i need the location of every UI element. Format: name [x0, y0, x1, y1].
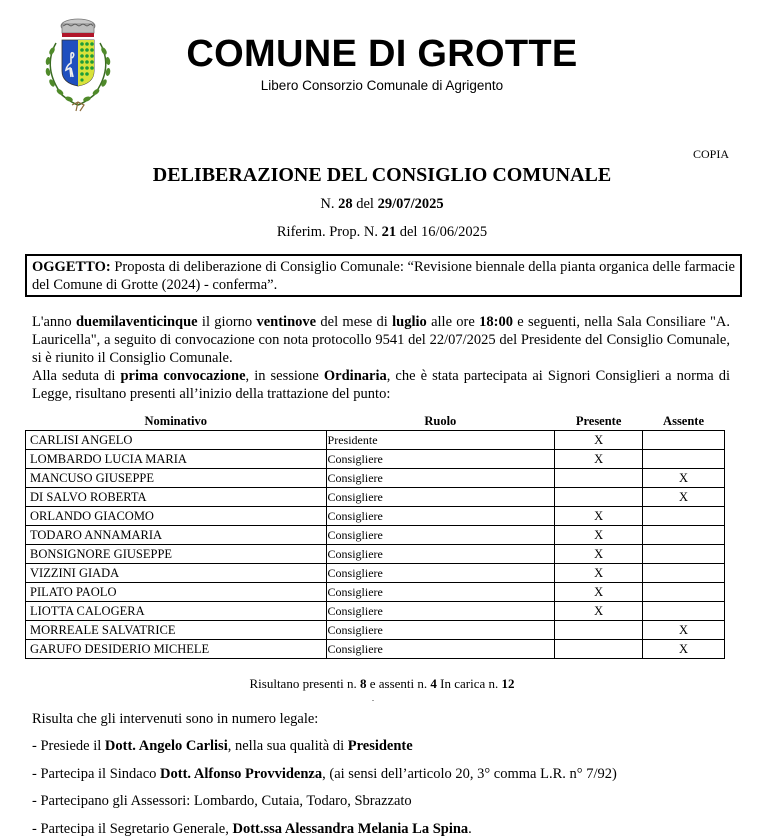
cell-ruolo: Consigliere — [326, 450, 555, 469]
cell-assente — [643, 564, 725, 583]
col-header-presente: Presente — [575, 413, 622, 428]
cell-nominativo: MORREALE SALVATRICE — [26, 621, 327, 640]
attendance-header-row — [26, 412, 725, 431]
cell-assente: X — [643, 621, 725, 640]
assessors-line — [32, 792, 412, 810]
summary-assenti: 4 — [430, 676, 437, 691]
table-row — [26, 545, 725, 564]
table-row — [26, 431, 725, 450]
cell-assente — [643, 507, 725, 526]
cell-assente: X — [643, 469, 725, 488]
table-row — [26, 526, 725, 545]
secretary-line — [32, 820, 472, 838]
cell-nominativo: LOMBARDO LUCIA MARIA — [26, 450, 327, 469]
table-row — [26, 564, 725, 583]
cell-ruolo: Consigliere — [326, 621, 555, 640]
bold-text-run: duemilaventicinque — [75, 314, 198, 330]
reference-proposal-line — [0, 224, 764, 241]
table-row — [26, 583, 725, 602]
bold-text-run: Dott.ssa Alessandra Melania La Spina — [232, 821, 469, 837]
cell-assente — [643, 545, 725, 564]
cell-presente — [555, 621, 643, 640]
cell-ruolo: Consigliere — [326, 526, 555, 545]
cell-nominativo: VIZZINI GIADA — [26, 564, 327, 583]
cell-presente: X — [555, 431, 643, 450]
table-row — [26, 640, 725, 659]
municipality-subtitle: Libero Consorzio Comunale di Agrigento — [260, 78, 504, 93]
summary-pre: Risultano presenti n. — [249, 676, 360, 691]
cell-presente: X — [555, 564, 643, 583]
bold-text-run: Ordinaria — [323, 368, 387, 384]
cell-assente: X — [643, 488, 725, 507]
bold-text-run: ventinove — [256, 314, 317, 330]
cell-nominativo: ORLANDO GIACOMO — [26, 507, 327, 526]
cell-assente — [643, 583, 725, 602]
table-row — [26, 602, 725, 621]
col-header-assente: Assente — [663, 413, 705, 428]
text-run: - Partecipa il Sindaco — [32, 766, 161, 782]
cell-presente: X — [555, 583, 643, 602]
text-run: . — [468, 821, 472, 837]
cell-ruolo: Consigliere — [326, 488, 555, 507]
table-row — [26, 507, 725, 526]
text-run: , nella sua qualità di — [227, 738, 348, 754]
subject-text: Proposta di deliberazione di Consiglio Comunale: “Revisione biennale della pianta organica delle farmacie del Comune di Grotte (2024) - conferma”. — [32, 259, 735, 293]
cell-ruolo: Consigliere — [326, 469, 555, 488]
text-run: Risulta che gli intervenuti sono in numero legale: — [32, 711, 319, 727]
deliberation-date: 29/07/2025 — [377, 196, 444, 212]
cell-presente: X — [555, 545, 643, 564]
text-run: del mese di — [316, 314, 393, 330]
title-text: COMUNE DI GROTTE — [186, 33, 578, 75]
rif-suffix: del 16/06/2025 — [396, 224, 488, 240]
table-row — [26, 469, 725, 488]
attendance-table — [25, 412, 725, 659]
text-run: e seguenti, nella Sala Consiliare "A. Lauricella", a seguito di convocazione con nota protocollo 9541 del 22/07/2025 del Presidente del Consiglio Comunale, si è riunito il Consiglio Comunale. — [32, 314, 730, 366]
text-run: - Partecipano gli Assessori: Lombardo, Cutaia, Todaro, Sbrazzato — [32, 793, 412, 809]
cell-ruolo: Consigliere — [326, 583, 555, 602]
text-run: - Partecipa il Segretario Generale, — [32, 821, 233, 837]
cell-ruolo: Presidente — [326, 431, 555, 450]
deliberation-number: 28 — [338, 196, 353, 212]
text-run: , in sessione — [245, 368, 324, 384]
cell-nominativo: PILATO PAOLO — [26, 583, 327, 602]
cell-ruolo: Consigliere — [326, 507, 555, 526]
quorum-line — [32, 710, 318, 728]
cell-presente — [555, 488, 643, 507]
document-heading: DELIBERAZIONE DEL CONSIGLIO COMUNALE — [152, 164, 612, 186]
cell-nominativo: LIOTTA CALOGERA — [26, 602, 327, 621]
table-row — [26, 450, 725, 469]
cell-ruolo: Consigliere — [326, 545, 555, 564]
cell-presente: X — [555, 507, 643, 526]
bold-text-run: Presidente — [347, 738, 413, 754]
attendance-table-body — [26, 431, 725, 659]
cell-presente: X — [555, 602, 643, 621]
cell-nominativo: CARLISI ANGELO — [26, 431, 327, 450]
cell-ruolo: Consigliere — [326, 640, 555, 659]
summary-presenti: 8 — [359, 676, 367, 691]
num-prefix: N. — [320, 196, 339, 212]
summary-in-carica: 12 — [501, 676, 515, 691]
cell-nominativo: TODARO ANNAMARIA — [26, 526, 327, 545]
cell-assente — [643, 602, 725, 621]
text-run: - Presiede il — [32, 738, 105, 754]
subject-label: OGGETTO: — [32, 259, 111, 275]
cell-nominativo: BONSIGNORE GIUSEPPE — [26, 545, 327, 564]
rif-prefix: Riferim. Prop. N. — [276, 224, 382, 240]
text-run: , che è stata partecipata ai Signori Consiglieri a norma di Legge, risultano presenti all’inizio della trattazione del punto: — [32, 368, 730, 402]
col-header-ruolo: Ruolo — [424, 413, 457, 428]
cell-nominativo: DI SALVO ROBERTA — [26, 488, 327, 507]
attendance-summary — [0, 676, 764, 692]
rif-number: 21 — [381, 224, 397, 240]
cell-nominativo: GARUFO DESIDERIO MICHELE — [26, 640, 327, 659]
bold-text-run: Dott. Angelo Carlisi — [104, 738, 228, 754]
table-row — [26, 488, 725, 507]
cell-presente: X — [555, 526, 643, 545]
text-run: il giorno — [197, 314, 257, 330]
text-run: alle ore — [426, 314, 480, 330]
text-run: Alla seduta di — [32, 368, 121, 384]
president-line — [32, 737, 413, 755]
cell-presente: X — [555, 450, 643, 469]
cell-assente: X — [643, 640, 725, 659]
intro-paragraph-1 — [32, 313, 730, 367]
summary-mid2: In carica n. — [436, 676, 502, 691]
subject-box — [25, 254, 742, 297]
text-run: , (ai sensi dell’articolo 20, 3° comma L.R. n° 7/92) — [322, 766, 617, 782]
cell-assente — [643, 431, 725, 450]
bold-text-run: luglio — [392, 314, 427, 330]
cell-assente — [643, 526, 725, 545]
cell-presente — [555, 640, 643, 659]
mayor-line — [32, 765, 617, 783]
municipality-title — [0, 33, 764, 76]
summary-mid: e assenti n. — [366, 676, 431, 691]
col-header-nominativo: Nominativo — [144, 413, 208, 428]
cell-assente — [643, 450, 725, 469]
text-run: L'anno — [32, 314, 76, 330]
bold-text-run: 18:00 — [479, 314, 513, 330]
num-mid: del — [352, 196, 378, 212]
bold-text-run: prima convocazione — [120, 368, 246, 384]
cell-ruolo: Consigliere — [326, 564, 555, 583]
bold-text-run: Dott. Alfonso Provvidenza — [160, 766, 323, 782]
intro-paragraph-2 — [32, 367, 730, 403]
table-row — [26, 621, 725, 640]
deliberation-number-line — [0, 196, 764, 213]
copy-label: COPIA — [692, 147, 729, 161]
stray-dot: . — [372, 694, 374, 703]
cell-presente — [555, 469, 643, 488]
cell-nominativo: MANCUSO GIUSEPPE — [26, 469, 327, 488]
cell-ruolo: Consigliere — [326, 602, 555, 621]
